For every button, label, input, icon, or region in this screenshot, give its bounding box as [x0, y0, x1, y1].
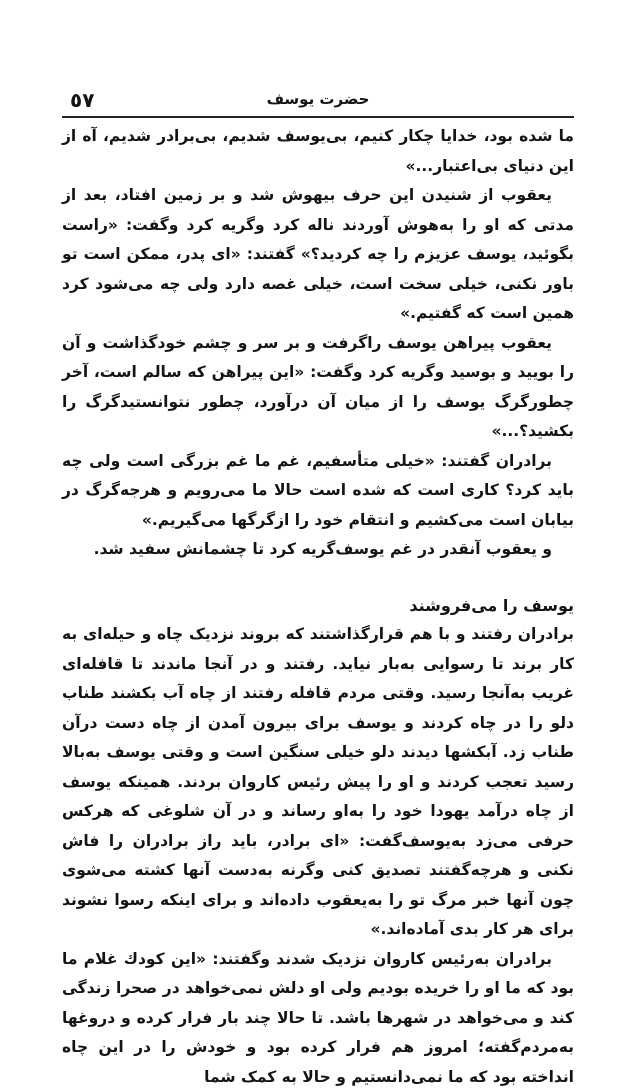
- paragraph: برادران رفتند و با هم قرارگذاشتند که بروند نزدیک چاه و حیله‌ای به‌ کار برند تا رسوایی به‌بار نیاید. رفتند و در آنجا ماندند تا قافله‌ای غریب به‌آنجا رسید. وقتی مردم قافله رفتند از چاه آب بکشند طناب دلو را در چاه کردند و یوسف برای بیرون آمدن از چاه دست درآن طناب زد. آبکشها دیدند دلو خیلی سنگین است و وقتی یوسف به‌بالا رسید تعجب کردند و او را پیش رئیس کاروان بردند. همینکه یوسف از چاه درآمد یهودا خود را به‌او رساند و در آن شلوغی که هرکس حرفی می‌زد به‌یوسف‌گفت: «ای برادر، باید راز برادران را فاش نکنی و هرچه‌گفتند تصدیق کنی وگرنه به‌دست آنها کشته می‌شوی چون آنها خبر مرگ تو را به‌یعقوب داده‌اند و برای اینکه رسوا نشوند برای هر کار بدی آماده‌اند.»: [62, 620, 574, 945]
- paragraph: برادران به‌رئیس کاروان نزدیک شدند وگفتند: «این کودك غلام ما بود که ما او را خریده بودیم ولی او دلش نمی‌خواهد در صحرا زندگی کند و می‌خواهد در شهرها باشد. تا حالا چند بار فرار کرده و دروغها به‌مردم‌گفته؛ امروز هم فرار کرده بود و خودش را در این چاه انداخته بود که ما نمی‌دانستیم و حالا به‌ کمک شما: [62, 945, 574, 1092]
- page-body: [62, 122, 574, 1092]
- page-number: ٥٧: [70, 88, 94, 112]
- paragraph: ما شده بود، خدایا چکار کنیم، بی‌یوسف شدیم، بی‌برادر شدیم، آه از این دنیای بی‌اعتبار...»: [62, 122, 574, 181]
- page-header: [62, 84, 574, 114]
- paragraph: یعقوب پیراهن یوسف راگرفت و بر سر و چشم خودگذاشت و آن را بویید و بوسید وگریه کرد وگفت: «این پیراهن که سالم است، آخر چطورگرگ یوسف را از میان آن درآورد، چطور نتوانستیدگرگ را بکشید؟...»: [62, 329, 574, 447]
- header-rule: [62, 116, 574, 118]
- paragraph: و یعقوب آنقدر در غم یوسف‌گریه کرد تا چشمانش سفید شد.: [62, 535, 574, 565]
- paragraph: برادران گفتند: «خیلی متأسفیم، غم ما غم بزرگی است ولی چه باید کرد؟ کاری است که شده است حالا ما می‌رویم و هرجه‌گرگ در بیابان است می‌کشیم و انتقام خود را ازگرگها می‌گیریم.»: [62, 447, 574, 536]
- paragraph: یعقوب از شنیدن این حرف بیهوش شد و بر زمین افتاد، بعد از مدتی که او را به‌هوش آوردند ناله کرد وگریه کرد وگفت: «راست بگوئید، یوسف عزیزم را چه کردید؟» گفتند: «ای پدر، ممکن است تو باور نکنی، خیلی سخت است، خیلی غصه دارد ولی چه می‌شود کرد همین است که گفتیم.»: [62, 181, 574, 329]
- section-heading: یوسف را می‌فروشند: [62, 591, 574, 621]
- running-title: حضرت یوسف: [62, 90, 574, 108]
